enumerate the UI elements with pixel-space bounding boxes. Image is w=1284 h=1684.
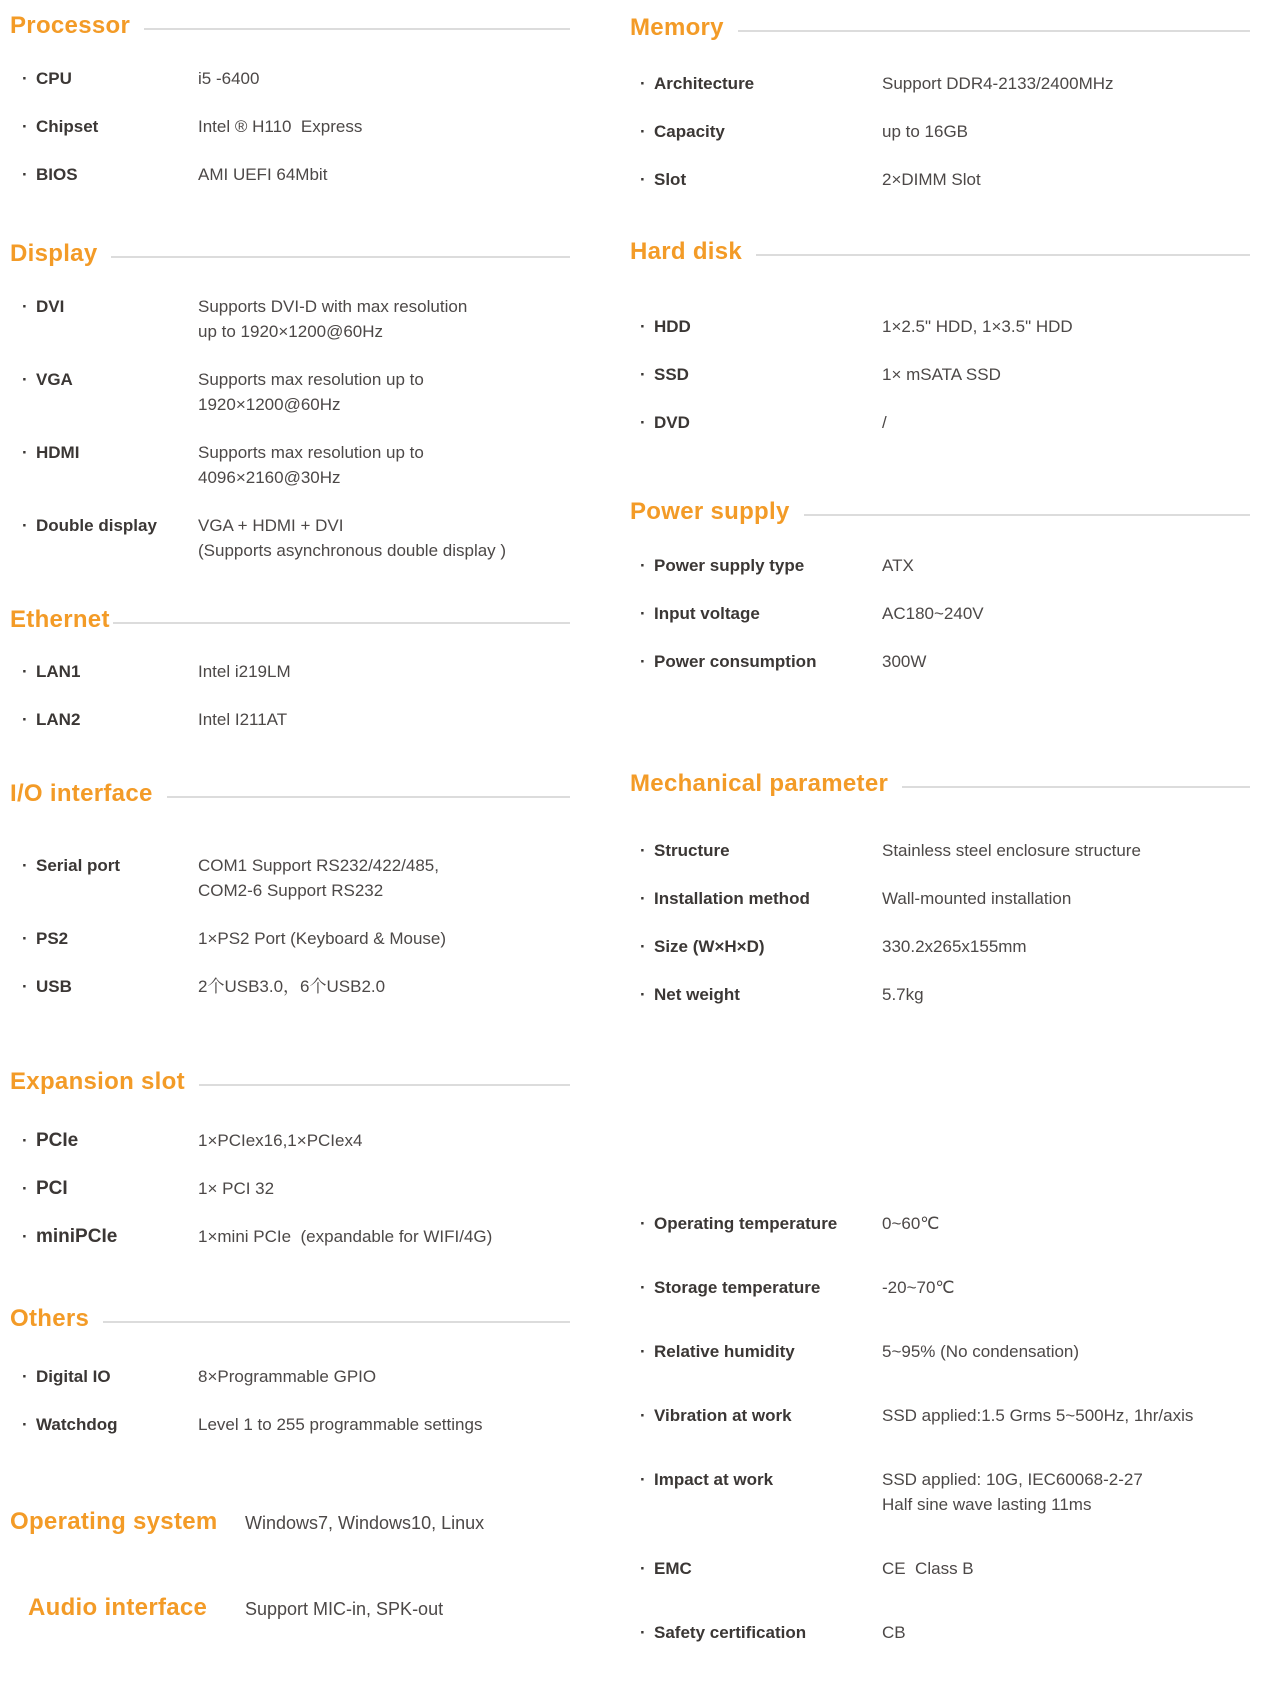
- section-audio-interface: [10, 1594, 570, 1628]
- divider-line: [756, 254, 1250, 256]
- bullet-icon: [640, 838, 654, 863]
- spec-label: Relative humidity: [654, 1342, 795, 1361]
- row-digital-io: [10, 1364, 570, 1389]
- spec-value: Wall-mounted installation: [882, 889, 1072, 908]
- divider-line: [167, 796, 570, 798]
- spec-value: Supports max resolution up to 4096×2160@30Hz: [198, 443, 424, 487]
- bullet-icon: [22, 162, 36, 187]
- row-power-supply-type: [630, 553, 1250, 578]
- spec-value: 1× PCI 32: [198, 1179, 275, 1198]
- bullet-icon: [640, 601, 654, 626]
- spec-label: CPU: [36, 69, 72, 88]
- spec-value: 1×PCIex16,1×PCIex4: [198, 1131, 363, 1150]
- section-processor: [10, 12, 570, 210]
- bullet-icon: [22, 1224, 36, 1249]
- section-environment: [630, 1211, 1250, 1684]
- row-impact-at-work: [630, 1467, 1250, 1517]
- spec-value: i5 -6400: [198, 69, 260, 88]
- row-net-weight: [630, 982, 1250, 1007]
- divider-line: [738, 30, 1250, 32]
- spec-value: 5~95% (No condensation): [882, 1342, 1080, 1361]
- bullet-icon: [640, 167, 654, 192]
- spec-value: COM1 Support RS232/422/485, COM2-6 Support RS232: [198, 856, 439, 900]
- spec-value: 2×DIMM Slot: [882, 170, 981, 189]
- section-hard-disk: [630, 238, 1250, 458]
- section-title-processor: Processor: [10, 12, 570, 40]
- divider-line: [804, 514, 1250, 516]
- row-emc: [630, 1556, 1250, 1581]
- spec-value: 1× mSATA SSD: [882, 365, 1001, 384]
- spec-value: 300W: [882, 652, 927, 671]
- section-title-operating-system: Operating system: [10, 1508, 218, 1535]
- spec-label: DVI: [36, 297, 65, 316]
- section-others: [10, 1305, 570, 1460]
- bullet-icon: [22, 66, 36, 91]
- spec-label: Size (W×H×D): [654, 937, 765, 956]
- row-structure: [630, 838, 1250, 863]
- section-title-power-supply: Power supply: [630, 498, 1250, 526]
- bullet-icon: [22, 1176, 36, 1201]
- spec-value: AMI UEFI 64Mbit: [198, 165, 328, 184]
- spec-value: Supports DVI-D with max resolution up to 1920×1200@60Hz: [198, 297, 468, 341]
- row-relative-humidity: [630, 1339, 1250, 1364]
- spec-value: 1×mini PCIe (expandable for WIFI/4G): [198, 1227, 493, 1246]
- row-power-consumption: [630, 649, 1250, 674]
- section-expansion-slot: [10, 1068, 570, 1272]
- section-title-display: Display: [10, 240, 570, 268]
- bullet-icon: [22, 707, 36, 732]
- section-display: [10, 240, 570, 586]
- bullet-icon: [22, 294, 36, 319]
- spec-label: Impact at work: [654, 1470, 774, 1489]
- divider-line: [144, 28, 570, 30]
- bullet-icon: [22, 853, 36, 878]
- row-watchdog: [10, 1412, 570, 1437]
- section-memory: [630, 14, 1250, 215]
- section-io-interface: [10, 780, 570, 1022]
- spec-label: Watchdog: [36, 1415, 118, 1434]
- spec-label: Capacity: [654, 122, 725, 141]
- row-ps2: [10, 926, 570, 951]
- row-serial-port: [10, 853, 570, 903]
- section-title-ethernet: Ethernet: [10, 606, 570, 634]
- section-title-audio: Audio interface: [28, 1594, 208, 1621]
- spec-value: Intel ® H110 Express: [198, 117, 363, 136]
- spec-label: USB: [36, 977, 72, 996]
- spec-label: miniPCIe: [36, 1226, 118, 1247]
- spec-value: Support DDR4-2133/2400MHz: [882, 74, 1114, 93]
- section-title-others: Others: [10, 1305, 570, 1333]
- divider-line: [103, 1321, 570, 1323]
- divider-line: [113, 622, 570, 624]
- bullet-icon: [640, 1467, 654, 1492]
- spec-value: Intel I211AT: [198, 710, 288, 729]
- bullet-icon: [640, 553, 654, 578]
- spec-value: 1×PS2 Port (Keyboard & Mouse): [198, 929, 447, 948]
- row-cpu: [10, 66, 570, 91]
- divider-line: [199, 1084, 570, 1086]
- spec-value: 1×2.5" HDD, 1×3.5" HDD: [882, 317, 1073, 336]
- row-lan1: [10, 659, 570, 684]
- bullet-icon: [22, 1128, 36, 1153]
- section-title-mechanical: Mechanical parameter: [630, 770, 1250, 798]
- spec-label: Digital IO: [36, 1367, 111, 1386]
- bullet-icon: [22, 440, 36, 465]
- spec-value: Windows7, Windows10, Linux: [245, 1513, 485, 1533]
- spec-label: Installation method: [654, 889, 810, 908]
- spec-value: Supports max resolution up to 1920×1200@60Hz: [198, 370, 424, 414]
- spec-label: VGA: [36, 370, 73, 389]
- section-title-io: I/O interface: [10, 780, 570, 808]
- spec-label: Slot: [654, 170, 687, 189]
- spec-label: Structure: [654, 841, 730, 860]
- spec-value: 8×Programmable GPIO: [198, 1367, 377, 1386]
- spec-label: Safety certification: [654, 1623, 807, 1642]
- spec-label: PCIe: [36, 1130, 79, 1151]
- bullet-icon: [22, 114, 36, 139]
- row-chipset: [10, 114, 570, 139]
- spec-value: CB: [882, 1623, 906, 1642]
- spec-value: CE Class B: [882, 1559, 974, 1578]
- spec-label: Operating temperature: [654, 1214, 838, 1233]
- bullet-icon: [640, 982, 654, 1007]
- row-hdd: [630, 314, 1250, 339]
- bullet-icon: [640, 1211, 654, 1236]
- section-title-expansion: Expansion slot: [10, 1068, 570, 1096]
- spec-value: up to 16GB: [882, 122, 969, 141]
- bullet-icon: [640, 119, 654, 144]
- spec-value: Level 1 to 255 programmable settings: [198, 1415, 483, 1434]
- bullet-icon: [22, 513, 36, 538]
- row-usb: [10, 974, 570, 999]
- bullet-icon: [22, 367, 36, 392]
- spec-label: Storage temperature: [654, 1278, 821, 1297]
- spec-value: 5.7kg: [882, 985, 924, 1004]
- bullet-icon: [640, 1339, 654, 1364]
- bullet-icon: [640, 362, 654, 387]
- bullet-icon: [640, 886, 654, 911]
- row-vga: [10, 367, 570, 417]
- spec-label: Architecture: [654, 74, 755, 93]
- row-minipcie: [10, 1224, 570, 1249]
- row-vibration-at-work: [630, 1403, 1250, 1428]
- section-power-supply: [630, 498, 1250, 697]
- spec-value: 2个USB3.0，6个USB2.0: [198, 977, 386, 996]
- row-lan2: [10, 707, 570, 732]
- bullet-icon: [640, 934, 654, 959]
- spec-value: ATX: [882, 556, 914, 575]
- row-pci: [10, 1176, 570, 1201]
- row-bios: [10, 162, 570, 187]
- bullet-icon: [22, 974, 36, 999]
- row-double-display: [10, 513, 570, 563]
- spec-label: Double display: [36, 516, 157, 535]
- row-installation-method: [630, 886, 1250, 911]
- spec-label: HDD: [654, 317, 691, 336]
- divider-line: [111, 256, 570, 258]
- spec-label: PS2: [36, 929, 69, 948]
- row-dvd: [630, 410, 1250, 435]
- section-title-memory: Memory: [630, 14, 1250, 42]
- spec-label: HDMI: [36, 443, 80, 462]
- bullet-icon: [22, 1412, 36, 1437]
- section-ethernet: [10, 606, 570, 755]
- spec-label: LAN2: [36, 710, 81, 729]
- spec-label: PCI: [36, 1178, 68, 1199]
- spec-label: Power consumption: [654, 652, 817, 671]
- spec-label: DVD: [654, 413, 690, 432]
- spec-value: AC180~240V: [882, 604, 984, 623]
- bullet-icon: [640, 410, 654, 435]
- spec-label: Vibration at work: [654, 1406, 792, 1425]
- spec-label: Chipset: [36, 117, 99, 136]
- row-ssd: [630, 362, 1250, 387]
- section-operating-system: [10, 1508, 570, 1542]
- spec-label: Serial port: [36, 856, 121, 875]
- spec-value: 0~60℃: [882, 1214, 940, 1233]
- row-hdmi: [10, 440, 570, 490]
- section-mechanical-parameter: [630, 770, 1250, 1030]
- spec-value: SSD applied:1.5 Grms 5~500Hz, 1hr/axis: [882, 1406, 1194, 1425]
- spec-label: Power supply type: [654, 556, 805, 575]
- bullet-icon: [640, 649, 654, 674]
- row-size: [630, 934, 1250, 959]
- spec-label: LAN1: [36, 662, 81, 681]
- bullet-icon: [22, 926, 36, 951]
- spec-value: /: [882, 413, 887, 432]
- spec-label: Net weight: [654, 985, 740, 1004]
- spec-label: SSD: [654, 365, 689, 384]
- bullet-icon: [640, 1275, 654, 1300]
- bullet-icon: [640, 1403, 654, 1428]
- spec-value: -20~70℃: [882, 1278, 955, 1297]
- spec-value: SSD applied: 10G, IEC60068-2-27 Half sine wave lasting 11ms: [882, 1470, 1143, 1514]
- spec-value: VGA + HDMI + DVI (Supports asynchronous double display ): [198, 516, 507, 560]
- spec-label: Input voltage: [654, 604, 760, 623]
- divider-line: [902, 786, 1250, 788]
- spec-value: Intel i219LM: [198, 662, 291, 681]
- row-pcie: [10, 1128, 570, 1153]
- bullet-icon: [640, 71, 654, 96]
- row-slot: [630, 167, 1250, 192]
- bullet-icon: [640, 1620, 654, 1645]
- row-input-voltage: [630, 601, 1250, 626]
- spec-value: Support MIC-in, SPK-out: [245, 1599, 444, 1619]
- spec-value: Stainless steel enclosure structure: [882, 841, 1141, 860]
- section-title-hard-disk: Hard disk: [630, 238, 1250, 266]
- bullet-icon: [22, 1364, 36, 1389]
- bullet-icon: [640, 314, 654, 339]
- row-operating-temperature: [630, 1211, 1250, 1236]
- spec-value: 330.2x265x155mm: [882, 937, 1027, 956]
- row-dvi: [10, 294, 570, 344]
- spec-label: EMC: [654, 1559, 692, 1578]
- bullet-icon: [640, 1556, 654, 1581]
- row-capacity: [630, 119, 1250, 144]
- row-architecture: [630, 71, 1250, 96]
- spec-label: BIOS: [36, 165, 78, 184]
- bullet-icon: [22, 659, 36, 684]
- row-storage-temperature: [630, 1275, 1250, 1300]
- row-safety-certification: [630, 1620, 1250, 1645]
